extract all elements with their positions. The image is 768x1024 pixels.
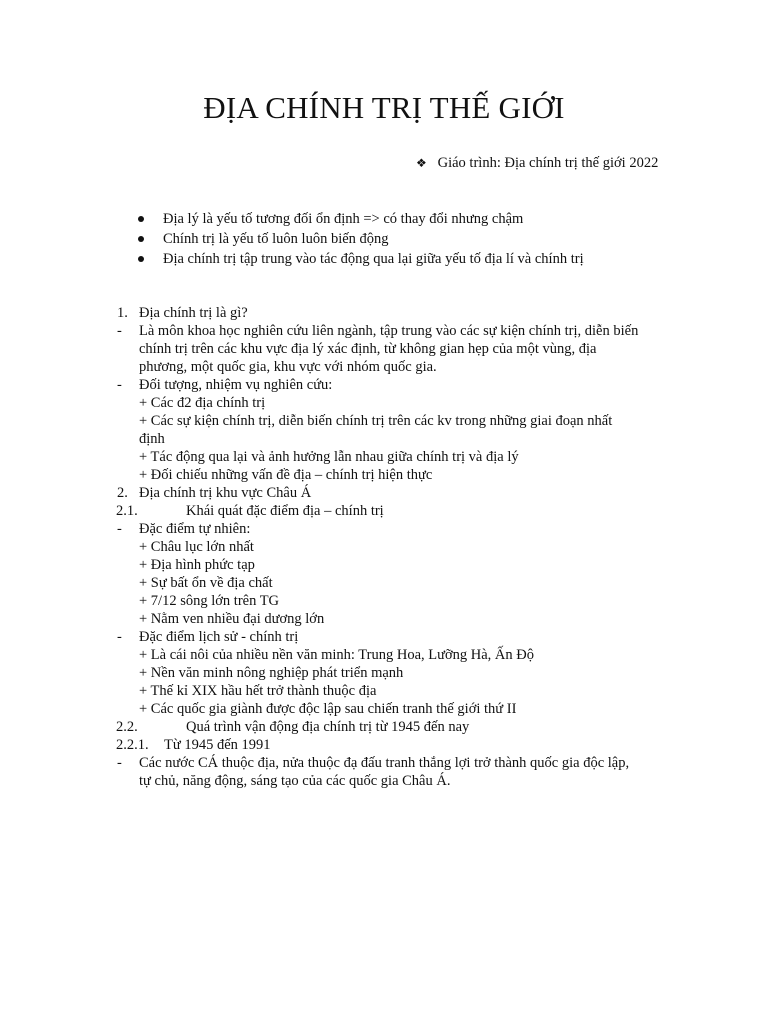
outline-line xyxy=(0,610,768,628)
outline-text: + Nằm ven nhiều đại dương lớn xyxy=(139,611,325,627)
outline-marker: - xyxy=(117,755,122,771)
outline-line xyxy=(0,466,768,484)
outline-text: + Thế kỉ XIX hầu hết trở thành thuộc địa xyxy=(139,683,377,699)
source-text: Giáo trình: Địa chính trị thế giới 2022 xyxy=(437,155,659,171)
outline-text: Từ 1945 đến 1991 xyxy=(164,737,271,753)
outline-line xyxy=(0,520,768,538)
source-reference xyxy=(416,153,658,173)
outline-text: Là môn khoa học nghiên cứu liên ngành, tập trung vào các sự kiện chính trị, diễn biến xyxy=(139,323,639,339)
outline-line xyxy=(0,682,768,700)
outline-text: + Sự bất ổn về địa chất xyxy=(139,575,273,591)
outline-text: + Các quốc gia giành được độc lập sau chiến tranh thế giới thứ II xyxy=(139,701,517,717)
outline-line xyxy=(0,754,768,772)
outline-text: Đặc điểm tự nhiên: xyxy=(139,521,251,537)
outline-line xyxy=(0,322,768,340)
outline-text: + Các sự kiện chính trị, diễn biến chính trị trên các kv trong những giai đoạn nhất xyxy=(139,413,613,429)
outline-text: Quá trình vận động địa chính trị từ 1945 đến nay xyxy=(186,719,470,735)
outline-line xyxy=(0,628,768,646)
outline-text: Địa chính trị là gì? xyxy=(139,305,248,321)
document-title: ĐỊA CHÍNH TRỊ THẾ GIỚI xyxy=(203,90,565,125)
outline-marker: - xyxy=(117,521,122,537)
outline-text: + Tác động qua lại và ảnh hưởng lẫn nhau giữa chính trị và địa lý xyxy=(139,449,519,465)
outline-line xyxy=(0,412,768,430)
outline-marker: - xyxy=(117,629,122,645)
bullet-text: Địa lý là yếu tố tương đối ổn định => có thay đổi nhưng chậm xyxy=(163,211,524,227)
outline-line xyxy=(0,376,768,394)
outline-text: Khái quát đặc điểm địa – chính trị xyxy=(186,503,384,519)
outline-marker: 2.1. xyxy=(116,503,138,519)
outline-line xyxy=(0,448,768,466)
outline-line xyxy=(0,556,768,574)
outline-marker: - xyxy=(117,377,122,393)
outline-line xyxy=(0,340,768,358)
outline-line xyxy=(0,304,768,322)
outline-line xyxy=(0,736,768,754)
outline-text: Đối tượng, nhiệm vụ nghiên cứu: xyxy=(139,377,333,393)
outline-line xyxy=(0,484,768,502)
outline-marker: 1. xyxy=(117,305,128,321)
outline-marker: 2.2.1. xyxy=(116,737,149,753)
bullet-text: Địa chính trị tập trung vào tác động qua lại giữa yếu tố địa lí và chính trị xyxy=(163,251,584,267)
outline-text: + Nền văn minh nông nghiệp phát triển mạnh xyxy=(139,665,404,681)
outline-text: + Là cái nôi của nhiều nền văn minh: Trung Hoa, Lưỡng Hà, Ấn Độ xyxy=(139,647,534,663)
diamond-bullet-icon: ❖ xyxy=(416,156,427,170)
outline-text: + 7/12 sông lớn trên TG xyxy=(139,593,280,609)
outline-text: + Các đ2 địa chính trị xyxy=(139,395,266,411)
outline-text: + Châu lục lớn nhất xyxy=(139,539,254,555)
outline-text: + Đối chiếu những vấn đề địa – chính trị hiện thực xyxy=(139,467,433,483)
outline-line xyxy=(0,664,768,682)
outline-line xyxy=(0,592,768,610)
outline-line xyxy=(0,574,768,592)
outline-line xyxy=(0,700,768,718)
outline-line xyxy=(0,646,768,664)
outline-text: chính trị trên các khu vực địa lý xác định, từ không gian hẹp của một vùng, địa xyxy=(139,341,597,357)
outline-line xyxy=(0,358,768,376)
outline-marker: 2.2. xyxy=(116,719,138,735)
outline-line xyxy=(0,538,768,556)
outline-marker: 2. xyxy=(117,485,128,501)
outline-text: phương, một quốc gia, khu vực với nhóm quốc gia. xyxy=(139,359,437,375)
outline-line xyxy=(0,502,768,520)
bullet-text: Chính trị là yếu tố luôn luôn biến động xyxy=(163,231,389,247)
outline-text: định xyxy=(139,431,165,447)
outline-line xyxy=(0,430,768,448)
outline-text: tự chủ, năng động, sáng tạo của các quốc gia Châu Á. xyxy=(139,773,451,789)
outline-line xyxy=(0,772,768,790)
outline-marker: - xyxy=(117,323,122,339)
outline-line xyxy=(0,394,768,412)
bullet-dot-icon xyxy=(138,216,144,222)
outline-line xyxy=(0,718,768,736)
outline-text: Các nước CÁ thuộc địa, nửa thuộc đạ đấu tranh thắng lợi trở thành quốc gia độc lập, xyxy=(139,755,630,771)
bullet-dot-icon xyxy=(138,236,144,242)
outline-body xyxy=(0,304,768,790)
bullet-dot-icon xyxy=(138,256,144,262)
outline-text: Địa chính trị khu vực Châu Á xyxy=(139,485,312,501)
outline-text: Đặc điểm lịch sử - chính trị xyxy=(139,629,299,645)
outline-text: + Địa hình phức tạp xyxy=(139,557,255,573)
